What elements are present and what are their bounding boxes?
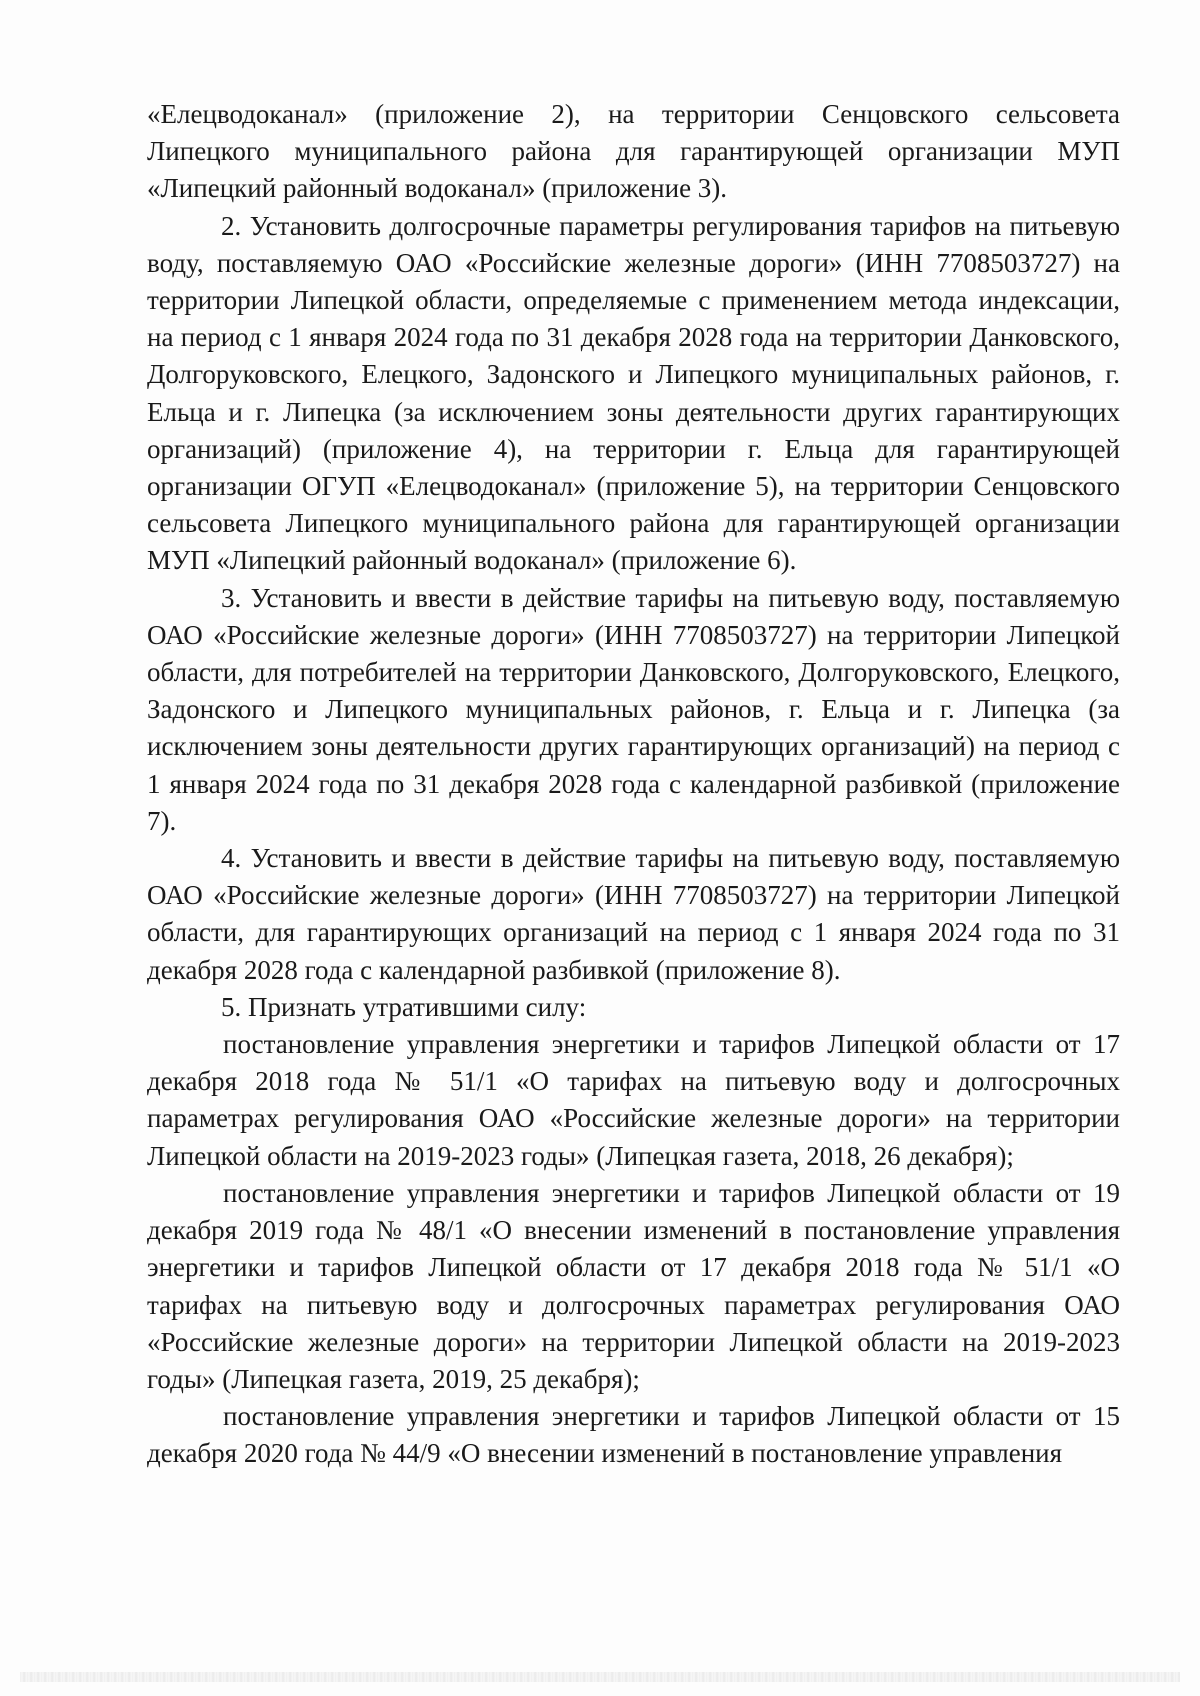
scan-edge-noise (20, 1672, 1180, 1682)
paragraph-continuation: «Елецводоканал» (приложение 2), на территории Сенцовского сельсовета Липецкого муниципального района для гарантирующей организации МУП «Липецкий районный водоканал» (приложение 3). (147, 99, 1120, 204)
paragraph-repealed-3: постановление управления энергетики и тарифов Липецкой области от 15 декабря 2020 года № 44/9 «О внесении изменений в постановление управления (147, 1401, 1120, 1469)
paragraph-item-3: 3. Установить и ввести в действие тарифы на питьевую воду, поставляемую ОАО «Российские железные дороги» (ИНН 7708503727) на территории Липецкой области, для потребителей на территории Данковского, Долгоруковского, Елецкого, Задонского и Липецкого муниципальных районов, г. Ельца и г. Липецка (за исключением зоны деятельности других гарантирующих организаций) на период с 1 января 2024 года по 31 декабря 2028 года с календарной разбивкой (приложение 7). (147, 582, 1120, 836)
paragraph-repealed-1: постановление управления энергетики и тарифов Липецкой области от 17 декабря 2018 года № 51/1 «О тарифах на питьевую воду и долгосрочных параметрах регулирования ОАО «Российские железные дороги» на территории Липецкой области на 2019-2023 годы» (Липецкая газета, 2018, 26 декабря); (147, 1029, 1120, 1171)
paragraph-item-4: 4. Установить и ввести в действие тарифы на питьевую воду, поставляемую ОАО «Российские железные дороги» (ИНН 7708503727) на территории Липецкой области, для гарантирующих организаций на период с 1 января 2024 года по 31 декабря 2028 года с календарной разбивкой (приложение 8). (147, 843, 1120, 985)
paragraph-repealed-2: постановление управления энергетики и тарифов Липецкой области от 19 декабря 2019 года № 48/1 «О внесении изменений в постановление управления энергетики и тарифов Липецкой области от 17 декабря 2018 года № 51/1 «О тарифах на питьевую воду и долгосрочных параметрах регулирования ОАО «Российские железные дороги» на территории Липецкой области на 2019-2023 годы» (Липецкая газета, 2019, 25 декабря); (147, 1177, 1120, 1394)
paragraph-item-5: 5. Признать утратившими силу: (221, 991, 587, 1022)
document-body (147, 96, 1120, 1473)
paragraph-item-2: 2. Установить долгосрочные параметры регулирования тарифов на питьевую воду, поставляемую ОАО «Российские железные дороги» (ИНН 7708503727) на территории Липецкой области, определяемые с применением метода индексации, на период с 1 января 2024 года по 31 декабря 2028 года на территории Данковского, Долгоруковского, Елецкого, Задонского и Липецкого муниципальных районов, г. Ельца и г. Липецка (за исключением зоны деятельности других гарантирующих организаций) (приложение 4), на территории г. Ельца для гарантирующей организации ОГУП «Елецводоканал» (приложение 5), на территории Сенцовского сельсовета Липецкого муниципального района для гарантирующей организации МУП «Липецкий районный водоканал» (приложение 6). (147, 210, 1120, 576)
